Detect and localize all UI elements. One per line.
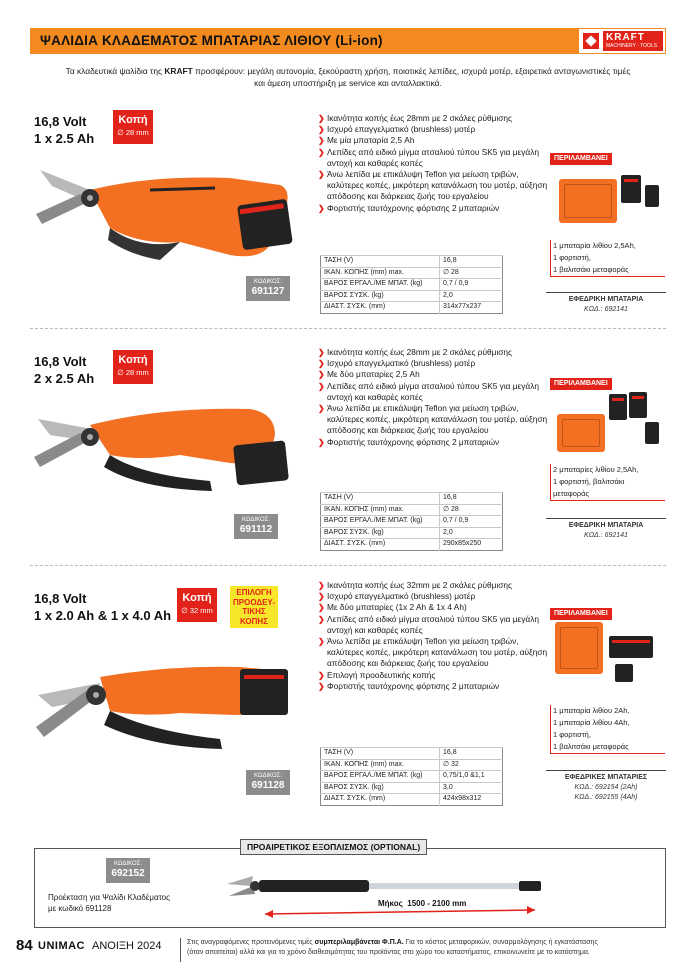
includes-list	[550, 240, 665, 277]
note-line2: (όταν απαιτείται) αλλά και για το χρόνο διαθεσιμότητας του προϊόντος στο χώρο του καταστήματος, επικοινωνείτε με το κατάστημα.	[187, 949, 590, 956]
page-title: ΨΑΛΙΔΙΑ ΚΛΑΔΕΜΑΤΟΣ ΜΠΑΤΑΡΙΑΣ ΛΙΘΙΟΥ (Li-ion)	[40, 33, 383, 48]
product-code	[246, 276, 290, 301]
desc-line: με κωδικό 691128	[48, 904, 112, 913]
spec-key: ΒΑΡΟΣ ΣΥΣΚ. (kg)	[321, 527, 440, 539]
feature-list	[318, 113, 550, 214]
optional-description	[48, 892, 170, 914]
spec-table	[320, 747, 503, 806]
spec-row	[321, 302, 503, 314]
note-c: Για το κόστος μεταφορικών, συναρμολόγησης ή εγκατάστασης	[403, 939, 598, 946]
cut-badge	[177, 588, 217, 622]
badge-line: ΠΡΟΟΔΕΥ-	[233, 597, 275, 607]
intro-line2: και άμεση υποστήριξη με service και ανταλλακτικά.	[254, 78, 442, 88]
code-number: 691128	[251, 780, 285, 791]
battery-icon	[629, 392, 647, 418]
kit-image	[553, 620, 665, 700]
carry-case-icon	[557, 414, 605, 452]
product-code	[246, 770, 290, 795]
feature-list	[318, 580, 550, 692]
spec-key: ΙΚΑΝ. ΚΟΠΗΣ (mm) max.	[321, 759, 440, 771]
pruning-shears-image	[30, 395, 300, 505]
note-a: Στις αναγραφόμενες προτεινόμενες τιμές	[187, 939, 315, 946]
intro-before: Τα κλαδευτικά ψαλίδια της	[65, 66, 165, 76]
includes-list	[550, 464, 665, 501]
battery-config: 1 x 2.0 Ah & 1 x 4.0 Ah	[34, 608, 172, 623]
cut-label: Κοπή	[118, 114, 148, 126]
includes-item: 1 μπαταρία λιθίου 4Ah,	[553, 718, 630, 727]
includes-item: 1 φορτιστή, βαλιτσάκι	[553, 477, 625, 486]
battery-config: 2 x 2.5 Ah	[34, 371, 95, 386]
feature-item: ❯ Άνω λεπίδα με επικάλυψη Teflon για μείωση τριβών, καλύτερες κοπές, μικρότερη κατανάλωση του μοτέρ, αύξηση απόδοσης και διάρκειας ζωής του εργαλείου	[318, 403, 550, 437]
feature-item: ❯ Ικανότητα κοπής έως 28mm με 2 σκάλες ρύθμισης	[318, 347, 550, 358]
cut-size: ∅ 28 mm	[117, 368, 149, 377]
feature-item: ❯ Ικανότητα κοπής έως 28mm με 2 σκάλες ρύθμισης	[318, 113, 550, 124]
charger-icon	[645, 422, 659, 444]
spec-value: 290x85x250	[440, 539, 503, 551]
spare-battery	[546, 292, 666, 315]
feature-item: ❯ Λεπίδες από ειδικό μίγμα ατσαλιού τύπου SK5 για μεγάλη αντοχή και καθαρές κοπές	[318, 381, 550, 403]
cut-size: ∅ 32 mm	[181, 606, 213, 615]
footer-brand: UNIMAC	[38, 940, 85, 952]
spec-row	[321, 493, 503, 505]
spec-value: 2,0	[440, 290, 503, 302]
code-label: ΚΩΔΙΚΟΣ:	[253, 773, 283, 779]
spec-row	[321, 771, 503, 783]
spec-row	[321, 279, 503, 291]
code-number: 692152	[111, 868, 145, 879]
cut-badge	[113, 110, 153, 144]
feature-item: ❯ Επιλογή προοδευτικής κοπής	[318, 670, 550, 681]
intro-brand: KRAFT	[164, 66, 193, 76]
spec-row	[321, 504, 503, 516]
spec-row	[321, 516, 503, 528]
logo-brand: KRAFT	[606, 32, 645, 43]
battery-config: 1 x 2.5 Ah	[34, 131, 95, 146]
carry-case-icon	[555, 622, 603, 674]
spare-battery	[546, 518, 666, 541]
spare-code: ΚΩΔ.: 692141	[584, 532, 628, 539]
spec-row	[321, 539, 503, 551]
feature-item: ❯ Λεπίδες από ειδικό μίγμα ατσαλιού τύπου SK5 για μεγάλη αντοχή και καθαρές κοπές	[318, 614, 550, 636]
spare-code: ΚΩΔ.: 692155 (4Ah)	[574, 794, 638, 801]
kit-image	[553, 390, 665, 460]
feature-item: ❯ Με δύο μπαταρίες 2,5 Ah	[318, 369, 550, 380]
battery-icon	[609, 394, 627, 420]
divider	[30, 328, 666, 329]
feature-item: ❯ Με μία μπαταρία 2,5 Ah	[318, 135, 550, 146]
feature-item: ❯ Με δύο μπαταρίες (1x 2 Ah & 1x 4 Ah)	[318, 602, 550, 613]
spare-title: ΕΦΕΔΡΙΚΗ ΜΠΑΤΑΡΙΑ	[546, 518, 666, 531]
length-value: 1500 - 2100 mm	[407, 899, 467, 908]
spec-key: ΙΚΑΝ. ΚΟΠΗΣ (mm) max.	[321, 504, 440, 516]
spec-value: ∅ 32	[440, 759, 503, 771]
extension-pole-image	[225, 868, 545, 920]
product-voltage	[34, 113, 94, 147]
voltage-label: 16,8 Volt	[34, 114, 87, 129]
spec-key: ΒΑΡΟΣ ΣΥΣΚ. (kg)	[321, 782, 440, 794]
spec-table	[320, 492, 503, 551]
spec-value: ∅ 28	[440, 504, 503, 516]
includes-item: μεταφοράς	[553, 489, 590, 498]
feature-item: ❯ Λεπίδες από ειδικό μίγμα ατσαλιού τύπου SK5 για μεγάλη αντοχή και καθαρές κοπές	[318, 147, 550, 169]
footer-note	[187, 938, 667, 958]
feature-list	[318, 347, 550, 448]
spec-value: 0,75/1,0 &1,1	[440, 771, 503, 783]
includes-item: 1 βαλιτσάκι μεταφοράς	[553, 265, 629, 274]
includes-tag: ΠΕΡΙΛΑΜΒΑΝΕΙ	[550, 378, 612, 390]
spare-code: ΚΩΔ.: 692154 (2Ah)	[574, 784, 638, 791]
spec-key: ΤΑΣΗ (V)	[321, 256, 440, 268]
divider	[30, 565, 666, 566]
spec-value: 3,0	[440, 782, 503, 794]
page-number: 84	[16, 937, 33, 954]
product-voltage	[34, 590, 171, 624]
feature-item: ❯ Ικανότητα κοπής έως 32mm με 2 σκάλες ρύθμισης	[318, 580, 550, 591]
spec-key: ΒΑΡΟΣ ΕΡΓΑΛ./ΜΕ ΜΠΑΤ. (kg)	[321, 279, 440, 291]
spec-value: 16,8	[440, 256, 503, 268]
product-voltage	[34, 353, 94, 387]
spec-key: ΒΑΡΟΣ ΕΡΓΑΛ./ΜΕ ΜΠΑΤ. (kg)	[321, 516, 440, 528]
spec-value: 2,0	[440, 527, 503, 539]
desc-line: Προέκταση για Ψαλίδι Κλαδέματος	[48, 893, 170, 902]
includes-list	[550, 705, 665, 754]
length-label: Μήκος	[378, 899, 403, 908]
spec-row	[321, 794, 503, 806]
spec-row	[321, 290, 503, 302]
feature-item: ❯ Ισχυρό επαγγελματικό (brushless) μοτέρ	[318, 358, 550, 369]
spec-key: ΙΚΑΝ. ΚΟΠΗΣ (mm) max.	[321, 267, 440, 279]
includes-item: 1 μπαταρία λιθίου 2,5Ah,	[553, 241, 636, 250]
spec-row	[321, 748, 503, 760]
spec-value: ∅ 28	[440, 267, 503, 279]
badge-line: ΕΠΙΛΟΓΗ	[236, 588, 272, 597]
note-b: συμπεριλαμβάνεται Φ.Π.Α.	[314, 939, 404, 946]
voltage-label: 16,8 Volt	[34, 354, 87, 369]
spec-value: 314x77x237	[440, 302, 503, 314]
badge-line: ΚΟΠΗΣ	[240, 616, 268, 626]
includes-tag: ΠΕΡΙΛΑΜΒΑΝΕΙ	[550, 608, 612, 620]
feature-item: ❯ Ισχυρό επαγγελματικό (brushless) μοτέρ	[318, 124, 550, 135]
spare-battery	[546, 770, 666, 803]
spec-row	[321, 527, 503, 539]
feature-item: ❯ Άνω λεπίδα με επικάλυψη Teflon για μείωση τριβών, καλύτερες κοπές, μικρότερη κατανάλωση του μοτέρ, αύξηση απόδοσης και διάρκειας ζωής του εργαλείου	[318, 169, 550, 203]
battery-icon	[621, 175, 641, 203]
spec-key: ΒΑΡΟΣ ΣΥΣΚ. (kg)	[321, 290, 440, 302]
spec-row	[321, 759, 503, 771]
includes-item: 1 βαλιτσάκι μεταφοράς	[553, 742, 629, 751]
footer-season: ΑΝΟΙΞΗ 2024	[92, 940, 162, 952]
logo-tagline: MACHINERY · TOOLS	[606, 43, 658, 49]
cut-label: Κοπή	[118, 354, 148, 366]
spec-key: ΔΙΑΣΤ. ΣΥΣΚ. (mm)	[321, 302, 440, 314]
spec-row	[321, 267, 503, 279]
charger-icon	[645, 185, 659, 207]
charger-icon	[615, 664, 633, 682]
feature-item: ❯ Φορτιστής ταυτόχρονης φόρτισης 2 μπαταριών	[318, 203, 550, 214]
cut-size: ∅ 28 mm	[117, 128, 149, 137]
cut-label: Κοπή	[182, 592, 212, 604]
badge-line: ΤΙΚΗΣ	[242, 607, 266, 616]
spec-row	[321, 782, 503, 794]
includes-item: 1 μπαταρία λιθίου 2Ah,	[553, 706, 630, 715]
includes-item: 2 μπαταρίες λιθίου 2,5Ah,	[553, 465, 639, 474]
optional-code	[106, 858, 150, 883]
pruning-shears-image	[30, 655, 300, 755]
includes-tag: ΠΕΡΙΛΑΜΒΑΝΕΙ	[550, 153, 612, 165]
code-label: ΚΩΔΙΚΟΣ:	[113, 861, 143, 867]
kraft-logo	[578, 28, 666, 54]
product-code	[234, 514, 278, 539]
spec-value: 0,7 / 0,9	[440, 516, 503, 528]
feature-item: ❯ Ισχυρό επαγγελματικό (brushless) μοτέρ	[318, 591, 550, 602]
spec-value: 16,8	[440, 493, 503, 505]
footer-divider	[180, 938, 181, 962]
voltage-label: 16,8 Volt	[34, 591, 87, 606]
cut-badge	[113, 350, 153, 384]
code-number: 691112	[239, 524, 273, 535]
spare-code: ΚΩΔ.: 692141	[584, 306, 628, 313]
includes-item: 1 φορτιστή,	[553, 730, 591, 739]
progressive-cut-badge	[230, 586, 278, 628]
code-label: ΚΩΔΙΚΟΣ:	[241, 517, 271, 523]
spec-key: ΒΑΡΟΣ ΕΡΓΑΛ./ΜΕ ΜΠΑΤ. (kg)	[321, 771, 440, 783]
kit-image	[553, 165, 665, 235]
logo-mark-icon	[583, 33, 599, 49]
spec-key: ΤΑΣΗ (V)	[321, 748, 440, 760]
intro-text	[30, 65, 666, 89]
optional-title: ΠΡΟΑΙΡΕΤΙΚΟΣ ΕΞΟΠΛΙΣΜΟΣ (OPTIONAL)	[240, 839, 427, 855]
feature-item: ❯ Άνω λεπίδα με επικάλυψη Teflon για μείωση τριβών, καλύτερες κοπές, μικρότερη κατανάλωση του μοτέρ, αύξηση απόδοσης και διάρκειας ζωής του εργαλείου	[318, 636, 550, 670]
spec-value: 424x98x312	[440, 794, 503, 806]
feature-item: ❯ Φορτιστής ταυτόχρονης φόρτισης 2 μπαταριών	[318, 437, 550, 448]
spec-key: ΔΙΑΣΤ. ΣΥΣΚ. (mm)	[321, 794, 440, 806]
spec-key: ΔΙΑΣΤ. ΣΥΣΚ. (mm)	[321, 539, 440, 551]
spec-table	[320, 255, 503, 314]
includes-item: 1 φορτιστή,	[553, 253, 591, 262]
spec-value: 16,8	[440, 748, 503, 760]
optional-length	[378, 899, 466, 908]
spare-title: ΕΦΕΔΡΙΚΗ ΜΠΑΤΑΡΙΑ	[546, 292, 666, 305]
code-number: 691127	[251, 286, 285, 297]
spare-title: ΕΦΕΔΡΙΚΕΣ ΜΠΑΤΑΡΙΕΣ	[546, 770, 666, 783]
spec-key: ΤΑΣΗ (V)	[321, 493, 440, 505]
code-label: ΚΩΔΙΚΟΣ:	[253, 279, 283, 285]
spec-row	[321, 256, 503, 268]
carry-case-icon	[559, 179, 617, 223]
feature-item: ❯ Φορτιστής ταυτόχρονης φόρτισης 2 μπαταριών	[318, 681, 550, 692]
spec-value: 0,7 / 0,9	[440, 279, 503, 291]
pruning-shears-image	[30, 150, 300, 280]
intro-after: προσφέρουν: μεγάλη αυτονομία, ξεκούραστη χρήση, ποιοτικές λεπίδες, ισχυρά μοτέρ, εξαιρετικά ανταγωνιστικές τιμές	[192, 66, 631, 76]
battery-icon	[609, 636, 653, 658]
